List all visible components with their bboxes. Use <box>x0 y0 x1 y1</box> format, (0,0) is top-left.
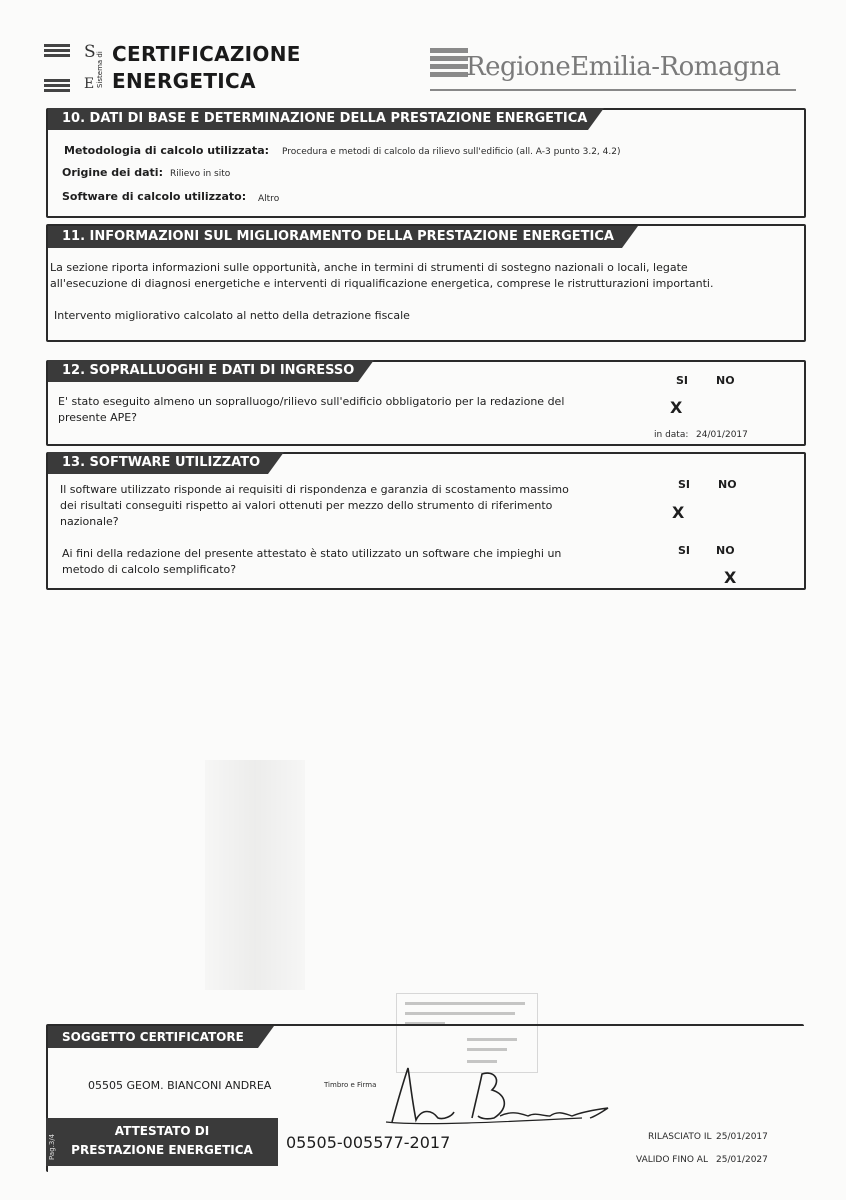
section-11-title: 11. INFORMAZIONI SUL MIGLIORAMENTO DELLA PRESTAZIONE ENERGETICA <box>48 226 622 248</box>
section-12-yes-mark: X <box>670 398 683 417</box>
system-letter-e: E <box>84 76 95 92</box>
software-label: Software di calcolo utilizzato: <box>62 190 247 203</box>
section-12-question: E' stato eseguito almeno un sopralluogo/rilievo sull'edificio obbligatorio per la redazione del presente APE? <box>58 395 565 424</box>
date-label: in data: <box>654 430 689 440</box>
section-13-q1-no-header: NO <box>718 478 737 491</box>
region-logo <box>430 46 796 94</box>
signature <box>382 1060 622 1130</box>
valid-date: 25/01/2027 <box>716 1155 768 1165</box>
section-12-no-header: NO <box>716 374 735 387</box>
origin-label: Origine dei dati: <box>62 166 163 179</box>
attestato-line-2: PRESTAZIONE ENERGETICA <box>71 1143 253 1157</box>
certificate-code: 05505-005577-2017 <box>286 1133 451 1152</box>
section-13-q1-yes-mark: X <box>672 503 685 522</box>
title-line-2: ENERGETICA <box>112 69 256 93</box>
software-value: Altro <box>258 194 280 204</box>
page-label: Pag.3/4 <box>48 1133 56 1160</box>
title-line-1: CERTIFICAZIONE <box>112 42 301 66</box>
section-11-paragraph: La sezione riporta informazioni sulle opportunità, anche in termini di strumenti di sostegno nazionali o locali, legate all'esecuzione di diagnosi energetiche e interventi di riqualificazione energetica, comprese le ristrutturazioni importanti. <box>50 261 714 290</box>
region-logo-bars <box>430 48 468 86</box>
stamp-label: Timbro e Firma <box>324 1081 377 1089</box>
certifier-name: 05505 GEOM. BIANCONI ANDREA <box>88 1079 272 1092</box>
section-13-title: 13. SOFTWARE UTILIZZATO <box>48 452 268 474</box>
section-13-q2-no-mark: X <box>724 568 737 587</box>
section-13-q2-yes-header: SI <box>678 544 691 557</box>
scan-shadow <box>205 760 305 990</box>
certification-title <box>112 41 301 95</box>
section-13-question-1: Il software utilizzato risponde ai requisiti di rispondenza e garanzia di scostamento massimo dei risultati conseguiti rispetto ai valori ottenuti per mezzo dello strumento di riferimento nazionale? <box>60 483 569 528</box>
section-12-title: 12. SOPRALLUOGHI E DATI DI INGRESSO <box>48 360 358 382</box>
certifier-title: SOGGETTO CERTIFICATORE <box>48 1026 258 1048</box>
date-value: 24/01/2017 <box>696 430 748 440</box>
method-label: Metodologia di calcolo utilizzata: <box>64 144 270 157</box>
origin-value: Rilievo in sito <box>170 169 231 179</box>
section-13-question-2: Ai fini della redazione del presente attestato è stato utilizzato un software che impieghi un metodo di calcolo semplificato? <box>62 547 562 576</box>
attestato-line-1: ATTESTATO DI <box>114 1124 210 1138</box>
section-10-title: 10. DATI DI BASE E DETERMINAZIONE DELLA PRESTAZIONE ENERGETICA <box>48 108 588 130</box>
section-13-q1-yes-header: SI <box>678 478 691 491</box>
method-value: Procedura e metodi di calcolo da rilievo sull'edificio (all. A-3 punto 3.2, 4.2) <box>282 147 621 157</box>
region-name: RegioneEmilia-Romagna <box>466 52 781 82</box>
section-11-note: Intervento migliorativo calcolato al netto della detrazione fiscale <box>54 309 410 322</box>
valid-label: VALIDO FINO AL <box>636 1155 708 1165</box>
system-vertical-label: Sistema di <box>96 51 104 88</box>
system-letter-s: S <box>84 42 96 62</box>
section-13-q2-no-header: NO <box>716 544 735 557</box>
section-12-yes-header: SI <box>676 374 689 387</box>
issued-label: RILASCIATO IL <box>648 1132 712 1142</box>
attestato-box <box>46 1118 278 1166</box>
logo-mark <box>44 44 70 94</box>
issued-date: 25/01/2017 <box>716 1132 768 1142</box>
